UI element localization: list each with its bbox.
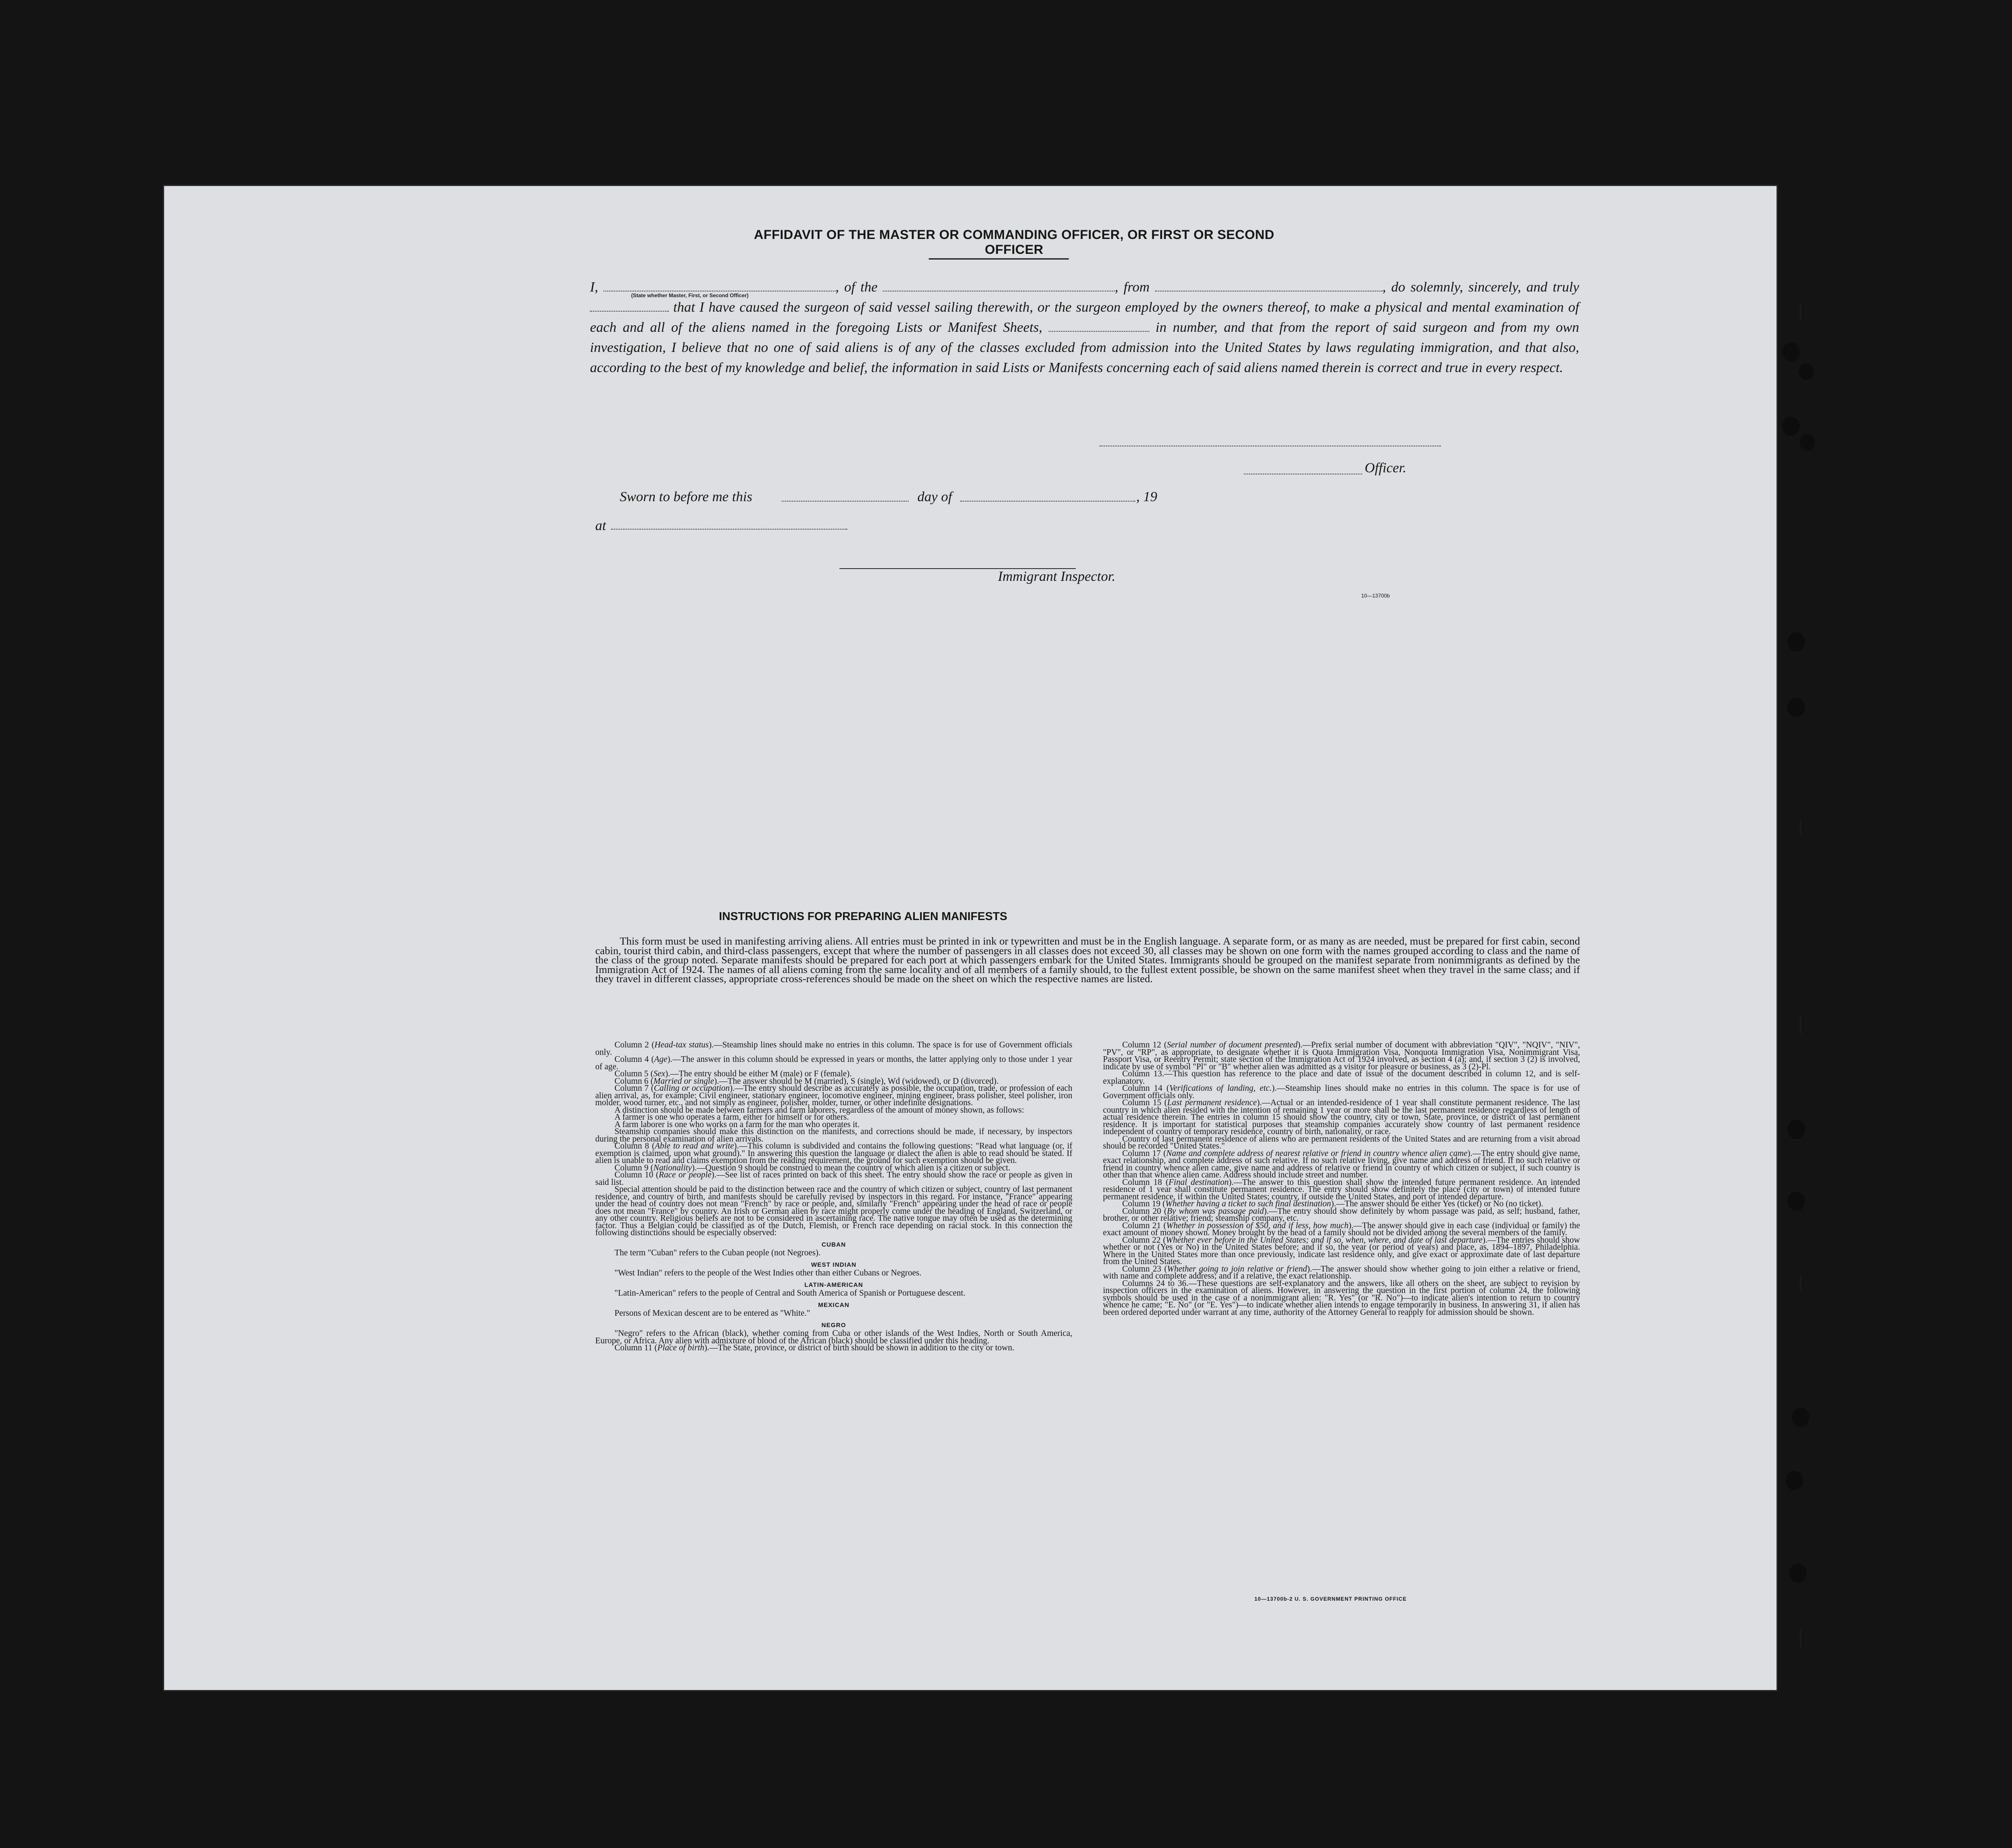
instr-column-23: Column 23 (Whether going to join relative or friend).—The answer should show whether going to join either a relative or friend, with name and complete address; and if a relative, the exact relationship. [1103, 1264, 1580, 1281]
instr-column-10: Column 10 (Race or people).—See list of races printed on back of this sheet. The entry should show the race or people as given in said list. [595, 1170, 1072, 1187]
def-west-indian: "West Indian" refers to the people of the West Indies other than either Cubans or Negroes. [614, 1268, 922, 1278]
punch-hole [1787, 632, 1805, 651]
instr-column-5: Column 5 (Sex).—The entry should be either M (male) or F (female). [614, 1069, 852, 1079]
officer-label: Officer. [1365, 460, 1407, 475]
edge-mark [1800, 1629, 1801, 1647]
instr-column-20: Column 20 (By whom was passage paid).—The entry should show definitely by whom passage was paid, as self; husband, father, brother, or other relative; friend; steamship company, etc. [1103, 1206, 1580, 1223]
instr-farmer-def: A farmer is one who operates a farm, either for himself or for others. [614, 1113, 849, 1122]
instr-column-7: Column 7 (Calling or occupation).—The entry should describe as accurately as possible, the occupation, trade, or profession of each alien arrival, as, for example: Civil engineer, stationary engineer, locomotive engineer, mining engineer, brass polisher, steel polisher, iron molder, wood turner, etc., and not simply as engineer, polisher, molder, turner, or other indefinite designations. [595, 1084, 1072, 1107]
instr-column-18: Column 18 (Final destination).—The answer to this question shall show the intended future permanent residence. An intended residence of 1 year shall constitute permanent residence. The entry should show definitely the place (city or town) of intended future permanent residence, if within the United States; country, if outside the United States, and port of intended departure. [1103, 1177, 1580, 1202]
affidavit-body-2: in number, and that from the report of said surgeon and from my own investigation, I believe that no one of said aliens is of any of the classes excluded from admission into the United States by laws regulating immigration, and that also, according to the best of my knowledge and belief, the information in said Lists or Manifests concerning each of said aliens named therein is correct and true in every respect. [590, 319, 1580, 375]
instr-column-14: Column 14 (Verifications of landing, etc.).—Steamship lines should make no entries in this column. The space is for use of Government officials only. [1103, 1084, 1580, 1100]
sworn-month-blank[interactable] [960, 501, 1135, 502]
form-number: 10—13700b [1361, 593, 1390, 599]
punch-hole [1782, 417, 1800, 436]
swear-affirm-blank[interactable] [590, 300, 669, 312]
punch-hole [1786, 1471, 1803, 1490]
instr-column-15-residents: Country of last permanent residence of aliens who are permanent residents of the United States and are returning from a visit abroad should be recorded "United States." [1103, 1134, 1580, 1151]
instr-column-17: Column 17 (Name and complete address of nearest relative or friend in country whence alien came).—The entry should give name, exact relationship, and complete address of such relative. If no such relative living, give name and address of friend. If no such relative or friend in country whence alien came, give name and address of relative or friend in country of which citizen or subject, if such country is other than that whence alien came. Address should include street and number. [1103, 1149, 1580, 1180]
instr-column-11: Column 11 (Place of birth).—The State, province, or district of birth should be shown in addition to the city or town. [614, 1343, 1015, 1353]
affidavit-solemnly: solemnly, sincerely, and truly [1410, 279, 1580, 295]
manifest-back-page [163, 185, 1778, 1691]
rank-note: (State whether Master, First, or Second Officer) [631, 292, 749, 299]
affidavit-of-the: , of the [835, 279, 878, 295]
edge-mark [1800, 819, 1801, 835]
instructions-title: INSTRUCTIONS FOR PREPARING ALIEN MANIFESTS [719, 910, 1008, 923]
instructions-intro: This form must be used in manifesting arriving aliens. All entries must be printed in ink or typewritten and must be in the English language. A separate form, or as many as are needed, must be prepared for first cabin, second cabin, tourist third cabin, and third-class passengers, except that where the number of passengers in all classes does not exceed 30, all classes may be shown on one form with the names grouped according to class and the name of the class of the group noted. Separate manifests should be prepared for each port at which passengers embark for the United States. Immigrants should be grouped on the manifest separate from nonimmigrants as defined by the Immigration Act of 1924. The names of all aliens coming from the same locality and of all members of a family should, to the fullest extent possible, be shown on the same manifest sheet when they travel in the same class; and if they travel in different classes, appropriate cross-references should be made on the sheet on which the respective names are listed. [595, 935, 1580, 985]
punch-hole [1782, 342, 1800, 362]
at-label: at [595, 517, 606, 533]
instr-column-22: Column 22 (Whether ever before in the United States; and if so, when, where, and date of last departure).—The entries should show whether or not (Yes or No) in the United States before; and if so, the year (or period of years) and place, as, 1894–1897, Philadelphia. Where in the United States more than once previously, indicate last residence only, and give exact or approximate date of last departure from the United States. [1103, 1235, 1580, 1266]
instr-column-21: Column 21 (Whether in possession of $50, and if less, how much).—The answer should give in each case (individual or family) the exact amount of money shown. Money brought by the head of a family should not be divided among the several members of the family. [1103, 1221, 1580, 1237]
punch-hole [1787, 698, 1805, 717]
affidavit-do: , do [1382, 279, 1405, 295]
edge-mark [1800, 1016, 1801, 1034]
punch-hole [1800, 434, 1815, 451]
instructions-left-column [595, 1042, 1072, 1352]
instr-column-10-race: Special attention should be paid to the distinction between race and the country of which citizen or subject, country of last permanent residence, and country of birth, and manifests should be carefully revised by inspectors in this regard. For instance, "France" appearing under the head of country does not mean "French" by race or people, and, similarly "French" appearing under the head of race or people does not mean "France" by country. An Irish or German alien by race might properly come under the heading of England, Switzerland, or any other country. Religious beliefs are not to be considered in ascertaining race. The native tongue may often be used as the determining factor. Thus a Belgian could be classified as of the Dutch, Flemish, or French race depending on racial stock. In this connection the following distinctions should be especially observed: [595, 1185, 1072, 1237]
punch-hole [1787, 1120, 1805, 1139]
heading-cuban: CUBAN [822, 1240, 846, 1248]
affidavit-body-1: that I have caused the surgeon of said vessel sailing therewith, or the surgeon employed by the owners thereof, to make a physical and mental examination of each and all of the aliens named in the foregoing Lists or Manifest Sheets, [590, 299, 1580, 335]
alien-count-blank[interactable] [1049, 320, 1149, 332]
instr-column-6: Column 6 (Married or single).—The answer should be M (married), S (single), Wd (widowed), or D (divorced). [614, 1076, 999, 1086]
instr-column-9: Column 9 (Nationality).—Question 9 should be construed to mean the country of which alien is a citizen or subject. [614, 1163, 1011, 1173]
printing-office-line: 10—13700b-2 U. S. GOVERNMENT PRINTING OFFICE [1254, 1596, 1407, 1602]
heading-mexican: MEXICAN [818, 1301, 850, 1308]
instr-column-2: Column 2 (Head-tax status).—Steamship lines should make no entries in this column. The space is for use of Government officials only. [595, 1040, 1072, 1057]
def-mexican: Persons of Mexican descent are to be entered as "White." [614, 1309, 810, 1318]
def-negro: "Negro" refers to the African (black), whether coming from Cuba or other islands of the West Indies, North or South America, Europe, or Africa. Any alien with admixture of blood of the African (black) should be classified under this heading. [595, 1329, 1072, 1346]
year-prefix: , 19 [1136, 488, 1157, 504]
punch-hole [1792, 1408, 1809, 1427]
title-underline [929, 258, 1069, 260]
officer-rank-blank[interactable] [604, 280, 836, 292]
instr-column-4: Column 4 (Age).—The answer in this column should be expressed in years or months, the latter applying only to those under 1 year of age. [595, 1055, 1072, 1072]
instructions-right-column [1103, 1042, 1580, 1316]
edge-mark [1800, 303, 1801, 320]
heading-west-indian: WEST INDIAN [811, 1261, 857, 1268]
punch-hole [1787, 1191, 1805, 1211]
instr-columns-24-36: Columns 24 to 36.—These questions are self-explanatory and the answers, like all others on the sheet, are subject to revision by inspection officers in the examination of aliens. However, in answering the question in the first portion of column 24, the following symbols should be used in the case of a nonimmigrant alien: "R. Yes" (or "R. No")—to indicate alien's intention to return to country whence he came; "E. No" (or "E. Yes")—to indicate whether alien intends to engage temporarily in business. In answering 31, if alien has been ordered deported under warrant at any time, authority of the Attorney General to reapply for admission should be shown. [1103, 1279, 1580, 1317]
heading-latin-american: LATIN-AMERICAN [804, 1281, 864, 1288]
affidavit-i: I, [590, 279, 598, 295]
def-latin-american: "Latin-American" refers to the people of Central and South America of Spanish or Portuguese descent. [614, 1289, 966, 1298]
punch-hole [1789, 1563, 1807, 1583]
punch-hole [1799, 363, 1814, 380]
day-of-text: day of [917, 488, 952, 504]
instr-column-7-farmers: A distinction should be made between farmers and farm laborers, regardless of the amount of money shown, as follows: [614, 1105, 1024, 1115]
instr-farm-laborer-def: A farm laborer is one who works on a farm for the man who operates it. [614, 1120, 860, 1129]
instr-column-15: Column 15 (Last permanent residence).—Actual or an intended-residence of 1 year shall constitute permanent residence. The last country in which alien resided with the intention of remaining 1 year or more shall be the last permanent residence regardless of length of actual residence therein. The entries in column 15 should show the country, city or town, State, province, or district of last permanent residence. It is important for statistical purposes that steamship companies accurately show country of last permanent residence independent of country of temporary residence, country of birth, nationality, or race. [1103, 1098, 1580, 1136]
affidavit-text [590, 277, 1579, 377]
instr-column-12: Column 12 (Serial number of document presented).—Prefix serial number of document with abbreviation "QIV", "NQIV", "NIV", "PV", or "RP", as appropriate, to designate whether it is Quota Immigration Visa, Nonquota Immigration Visa, Nonimmigrant Visa, Passport Visa, or Reentry Permit; state section of the Immigration Act of 1924 involved, as section 4 (a); and, if section 3 (2) is involved, indicate by use of symbol "Pl" or "B" whether alien was admitted as a visitor for pleasure or business, as 3 (2)-Pl. [1103, 1040, 1580, 1072]
instr-column-19: Column 19 (Whether having a ticket to such final destination).—The answer should be either Yes (ticket) or No (no ticket). [1122, 1199, 1543, 1209]
instr-column-13: Column 13.—This question has reference to the place and date of issue of the document described in column 12, and is self-explanatory. [1103, 1069, 1580, 1086]
sworn-place-blank[interactable] [611, 529, 847, 530]
instr-column-8: Column 8 (Able to read and write).—This column is subdivided and contains the following questions: "Read what language (or, if exemption is claimed, upon what ground)." In answering this question the language or dialect the alien is able to read should be stated. If alien is unable to read and claims exemption from the reading requirement, the ground for such exemption should be given. [595, 1142, 1072, 1165]
vessel-name-blank[interactable] [883, 280, 1115, 292]
inspector-label: Immigrant Inspector. [998, 568, 1116, 584]
affidavit-title: AFFIDAVIT OF THE MASTER OR COMMANDING OFFICER, OR FIRST OR SECOND OFFICER [754, 228, 1275, 257]
def-cuban: The term "Cuban" refers to the Cuban people (not Negroes). [614, 1248, 821, 1258]
sworn-text: Sworn to before me this [620, 488, 752, 504]
affidavit-from: , from [1115, 279, 1150, 295]
sworn-day-blank[interactable] [782, 501, 909, 502]
port-blank[interactable] [1155, 280, 1383, 292]
edge-mark [1800, 1275, 1801, 1292]
heading-negro: NEGRO [821, 1321, 846, 1328]
instr-column-7-steamship: Steamship companies should make this distinction on the manifests, and corrections should be made, if necessary, by inspectors during the personal examination of alien arrivals. [595, 1127, 1072, 1144]
